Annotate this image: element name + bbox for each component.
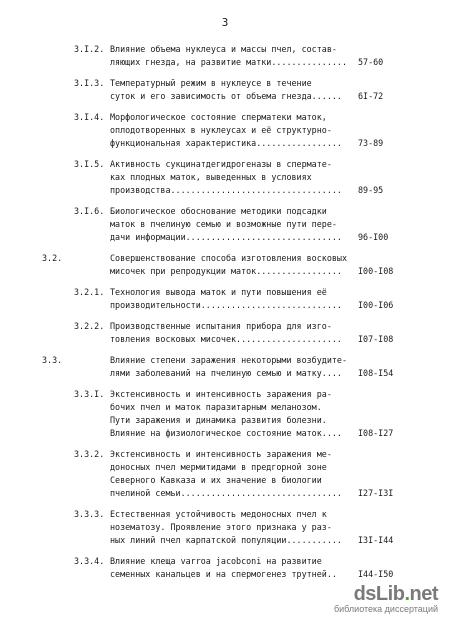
toc-entry-line: Влияние объема нуклеуса и массы пчел, состав-: [110, 44, 337, 54]
toc-entry-number: 3.3.4.: [74, 556, 105, 566]
toc-entry-number: 3.3.: [42, 355, 63, 365]
toc-entry-pages: 89-95: [358, 185, 384, 195]
toc-entry-line: суток и его зависимость от объема гнезда......: [110, 91, 342, 101]
toc-entry-pages: I3I-I44: [358, 535, 394, 545]
toc-entry-pages: 96-I00: [358, 232, 389, 242]
toc-entry-line: Влияние степени заражения некоторыми возбудите-: [110, 355, 347, 365]
toc-entry-line: Биологическое обоснование методики подсадки: [110, 206, 327, 216]
toc-entry-number: 3.I.2.: [74, 44, 105, 54]
toc-entry-number: 3.I.6.: [74, 206, 105, 216]
toc-entry-line: Производственные испытания прибора для изго-: [110, 321, 332, 331]
toc-entry-number: 3.2.1.: [74, 287, 105, 297]
toc-entry-number: 3.I.5.: [74, 159, 105, 169]
toc-entry-line: ках плодных маток, выведенных в условиях: [110, 172, 312, 182]
watermark-logo: dsLib.net: [353, 583, 438, 605]
toc-entry-line: доносных пчел мермитидами в предгорной зоне: [110, 462, 327, 472]
toc-entry-line: ляющих гнезда, на развитие матки...............: [110, 57, 347, 67]
toc-entry-number: 3.3.I.: [74, 389, 105, 399]
toc-entry-number: 3.2.: [42, 253, 63, 263]
toc-entry-line: маток в пчелиную семью и возможные пути пере-: [110, 219, 337, 229]
toc-entry-line: функциональная характеристика.................: [110, 138, 342, 148]
toc-entry-line: лями заболеваний на пчелиную семью и матку....: [110, 368, 342, 378]
toc-entry-line: Технология вывода маток и пути повышения её: [110, 287, 327, 297]
toc-entry-line: дачи информации...............................: [110, 232, 342, 242]
toc-entry-pages: 6I-72: [358, 91, 384, 101]
toc-entry-number: 3.I.4.: [74, 112, 105, 122]
toc-entry-line: Естественная устойчивость медоносных пчел к: [110, 509, 327, 519]
toc-entry-line: Влияние клеща varroa jacobconi на развитие: [110, 556, 322, 566]
toc-entry-line: Северного Кавказа и их значение в биологии: [110, 475, 322, 485]
toc-entry-pages: I27-I3I: [358, 488, 394, 498]
toc-entry-line: Активность сукцинатдегидрогеназы в спермате-: [110, 159, 332, 169]
toc-entry-line: Морфологическое состояние сперматеки маток,: [110, 112, 327, 122]
toc-entry-pages: I00-I08: [358, 266, 394, 276]
toc-entry-line: оплодотворенных в нуклеусах и её структурно-: [110, 125, 332, 135]
watermark-subtitle: библиотека диссертаций: [333, 604, 438, 614]
toc-entry-number: 3.3.3.: [74, 509, 105, 519]
toc-entry-line: производительности............................: [110, 300, 342, 310]
toc-entry-pages: I08-I27: [358, 428, 394, 438]
toc-entry-line: нозематозу. Проявление этого признака у раз-: [110, 522, 332, 532]
toc-entry-number: 3.I.3.: [74, 78, 105, 88]
toc-entry-line: Экстенсивность и интенсивность заражения ра-: [110, 389, 332, 399]
toc-entry-line: Влияние на физиологическое состояние маток....: [110, 428, 342, 438]
toc-entry-line: Пути заражения и динамика развития болезни.: [110, 415, 327, 425]
toc-entry-pages: I44-I50: [358, 569, 394, 579]
toc-entry-line: товления восковых мисочек.....................: [110, 334, 342, 344]
toc-entry-line: Совершенствование способа изготовления восковых: [110, 253, 347, 263]
toc-entry-pages: I07-I08: [358, 334, 394, 344]
toc-entry-pages: I00-I06: [358, 300, 394, 310]
toc-entry-line: производства..................................: [110, 185, 342, 195]
toc-entry-line: мисочек при репродукции маток.................: [110, 266, 342, 276]
toc-entry-number: 3.2.2.: [74, 321, 105, 331]
dslib-watermark: [334, 583, 438, 614]
toc-entry-number: 3.3.2.: [74, 449, 105, 459]
toc-entry-pages: 57-60: [358, 57, 384, 67]
toc-entry-pages: 73-89: [358, 138, 384, 148]
toc-entry-line: Температурный режим в нуклеусе в течение: [110, 78, 312, 88]
page-number: 3: [221, 16, 229, 29]
toc-entry-pages: I08-I54: [358, 368, 394, 378]
toc-entry-line: семенных канальцев и на спермогенез трутней..: [110, 569, 337, 579]
toc-entry-line: Экстенсивность и интенсивность заражения ме-: [110, 449, 332, 459]
toc-entry-line: пчелиной семьи................................: [110, 488, 342, 498]
toc-entry-line: ных линий пчел карпатской популяции...........: [110, 535, 342, 545]
toc-entry-line: бочих пчел и маток паразитарным меланозом.: [110, 402, 322, 412]
